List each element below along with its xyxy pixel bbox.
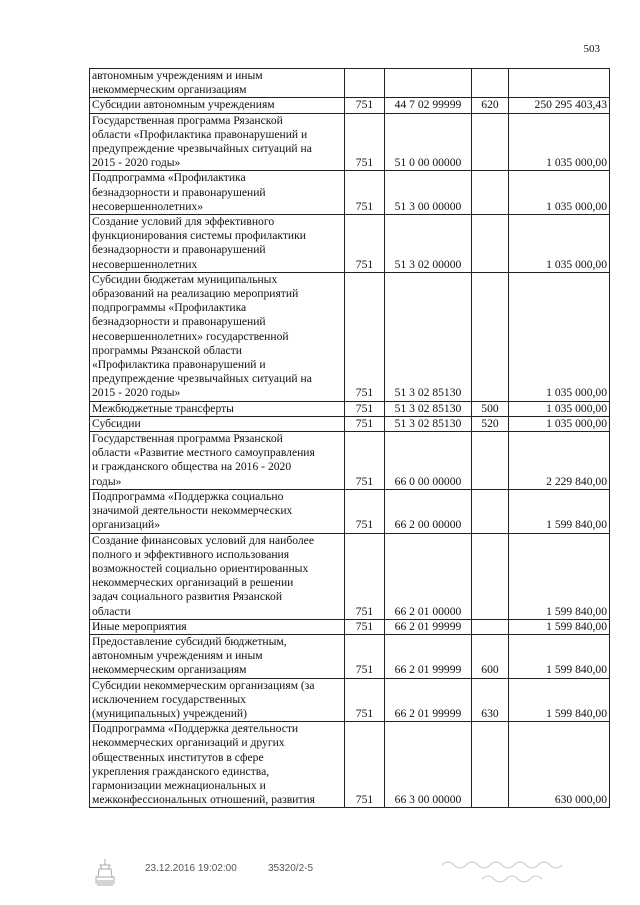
row-gr-cell: 751 xyxy=(345,533,385,619)
row-name-cell: Создание финансовых условий для наиболее полного и эффективного использования возможностей социально ориентированных некоммерческих организаций в решении задач социального развития Рязанской области xyxy=(90,533,345,619)
row-name-cell: Субсидии некоммерческим организациям (за исключением государственных (муниципальных) учреждений) xyxy=(90,678,345,722)
row-sum-cell: 1 599 840,00 xyxy=(509,533,610,619)
row-vr-cell: 600 xyxy=(472,634,509,678)
table-row xyxy=(90,401,610,416)
table-row xyxy=(90,432,610,490)
page-number: 503 xyxy=(583,43,600,55)
table-row xyxy=(90,215,610,273)
row-sum-cell: 1 035 000,00 xyxy=(509,401,610,416)
row-vr-cell xyxy=(472,113,509,171)
row-sum-cell: 630 000,00 xyxy=(509,722,610,808)
table-row xyxy=(90,634,610,678)
table-row xyxy=(90,113,610,171)
row-csr-cell: 66 0 00 00000 xyxy=(385,432,472,490)
stamp-icon xyxy=(440,857,570,892)
row-name-cell: Создание условий для эффективного функционирования системы профилактики безнадзорности и правонарушений несовершеннолетних xyxy=(90,215,345,273)
row-gr-cell: 751 xyxy=(345,678,385,722)
table-row xyxy=(90,619,610,634)
table-row xyxy=(90,489,610,533)
row-gr-cell: 751 xyxy=(345,215,385,273)
footer-doc-number: 35320/2-5 xyxy=(268,863,314,874)
table-row xyxy=(90,171,610,215)
row-name-cell: Предоставление субсидий бюджетным, автономным учреждениям и иным некоммерческим организациям xyxy=(90,634,345,678)
row-csr-cell: 66 2 00 00000 xyxy=(385,489,472,533)
row-vr-cell: 500 xyxy=(472,401,509,416)
row-gr-cell: 751 xyxy=(345,113,385,171)
row-name-cell: Субсидии автономным учреждениям xyxy=(90,98,345,113)
row-gr-cell: 751 xyxy=(345,619,385,634)
page-footer xyxy=(0,857,640,897)
row-vr-cell xyxy=(472,619,509,634)
row-vr-cell: 630 xyxy=(472,678,509,722)
table-row xyxy=(90,678,610,722)
row-gr-cell: 751 xyxy=(345,432,385,490)
row-name-cell: Подпрограмма «Профилактика безнадзорности и правонарушений несовершеннолетних» xyxy=(90,171,345,215)
row-csr-cell: 66 2 01 00000 xyxy=(385,533,472,619)
row-sum-cell: 250 295 403,43 xyxy=(509,98,610,113)
row-vr-cell: 520 xyxy=(472,416,509,431)
row-sum-cell: 2 229 840,00 xyxy=(509,432,610,490)
row-gr-cell: 751 xyxy=(345,272,385,401)
row-csr-cell: 51 3 02 85130 xyxy=(385,401,472,416)
row-name-cell: Подпрограмма «Поддержка социально значимой деятельности некоммерческих организаций» xyxy=(90,489,345,533)
table-row xyxy=(90,416,610,431)
row-sum-cell: 1 599 840,00 xyxy=(509,678,610,722)
row-csr-cell: 66 3 00 00000 xyxy=(385,722,472,808)
row-csr-cell: 66 2 01 99999 xyxy=(385,634,472,678)
row-gr-cell: 751 xyxy=(345,722,385,808)
row-sum-cell: 1 035 000,00 xyxy=(509,171,610,215)
row-csr-cell: 51 3 02 85130 xyxy=(385,416,472,431)
row-csr-cell: 51 3 02 85130 xyxy=(385,272,472,401)
row-name-cell: Субсидии xyxy=(90,416,345,431)
row-vr-cell xyxy=(472,533,509,619)
row-csr-cell: 51 3 02 00000 xyxy=(385,215,472,273)
row-sum-cell xyxy=(509,69,610,98)
row-sum-cell: 1 599 840,00 xyxy=(509,619,610,634)
row-name-cell: Государственная программа Рязанской области «Профилактика правонарушений и предупреждение чрезвычайных ситуаций на 2015 - 2020 годы» xyxy=(90,113,345,171)
row-vr-cell xyxy=(472,432,509,490)
row-name-cell: Субсидии бюджетам муниципальных образований на реализацию мероприятий подпрограммы «Профилактика безнадзорности и правонарушений несовершеннолетних» государственной программы Рязанской области «Профилактика правонарушений и предупреждение чрезвычайных ситуаций на 2015 - 2020 годы» xyxy=(90,272,345,401)
row-gr-cell: 751 xyxy=(345,98,385,113)
row-sum-cell: 1 599 840,00 xyxy=(509,634,610,678)
footer-datetime: 23.12.2016 19:02:00 xyxy=(145,863,237,874)
row-csr-cell: 66 2 01 99999 xyxy=(385,678,472,722)
row-gr-cell: 751 xyxy=(345,416,385,431)
row-csr-cell: 44 7 02 99999 xyxy=(385,98,472,113)
table-row xyxy=(90,533,610,619)
row-gr-cell: 751 xyxy=(345,489,385,533)
row-sum-cell: 1 035 000,00 xyxy=(509,113,610,171)
row-name-cell: Межбюджетные трансферты xyxy=(90,401,345,416)
coat-of-arms-icon xyxy=(92,857,118,894)
budget-table-body xyxy=(90,69,610,808)
table-row xyxy=(90,98,610,113)
row-name-cell: Подпрограмма «Поддержка деятельности некоммерческих организаций и других общественных институтов в сфере укрепления гражданского единства, гармонизации межнациональных и межконфессиональных отношений, развития xyxy=(90,722,345,808)
row-sum-cell: 1 599 840,00 xyxy=(509,489,610,533)
row-sum-cell: 1 035 000,00 xyxy=(509,272,610,401)
row-vr-cell xyxy=(472,272,509,401)
row-vr-cell xyxy=(472,722,509,808)
row-name-cell: Иные мероприятия xyxy=(90,619,345,634)
budget-table xyxy=(89,68,610,808)
row-vr-cell xyxy=(472,69,509,98)
row-vr-cell xyxy=(472,171,509,215)
row-vr-cell xyxy=(472,215,509,273)
row-gr-cell xyxy=(345,69,385,98)
row-name-cell: автономным учреждениям и иным некоммерческим организациям xyxy=(90,69,345,98)
row-vr-cell: 620 xyxy=(472,98,509,113)
row-gr-cell: 751 xyxy=(345,171,385,215)
row-name-cell: Государственная программа Рязанской области «Развитие местного самоуправления и гражданского общества на 2016 - 2020 годы» xyxy=(90,432,345,490)
table-row xyxy=(90,272,610,401)
row-csr-cell xyxy=(385,69,472,98)
row-gr-cell: 751 xyxy=(345,401,385,416)
row-csr-cell: 51 0 00 00000 xyxy=(385,113,472,171)
row-csr-cell: 66 2 01 99999 xyxy=(385,619,472,634)
row-gr-cell: 751 xyxy=(345,634,385,678)
row-csr-cell: 51 3 00 00000 xyxy=(385,171,472,215)
table-row xyxy=(90,722,610,808)
row-sum-cell: 1 035 000,00 xyxy=(509,215,610,273)
row-vr-cell xyxy=(472,489,509,533)
table-row xyxy=(90,69,610,98)
row-sum-cell: 1 035 000,00 xyxy=(509,416,610,431)
